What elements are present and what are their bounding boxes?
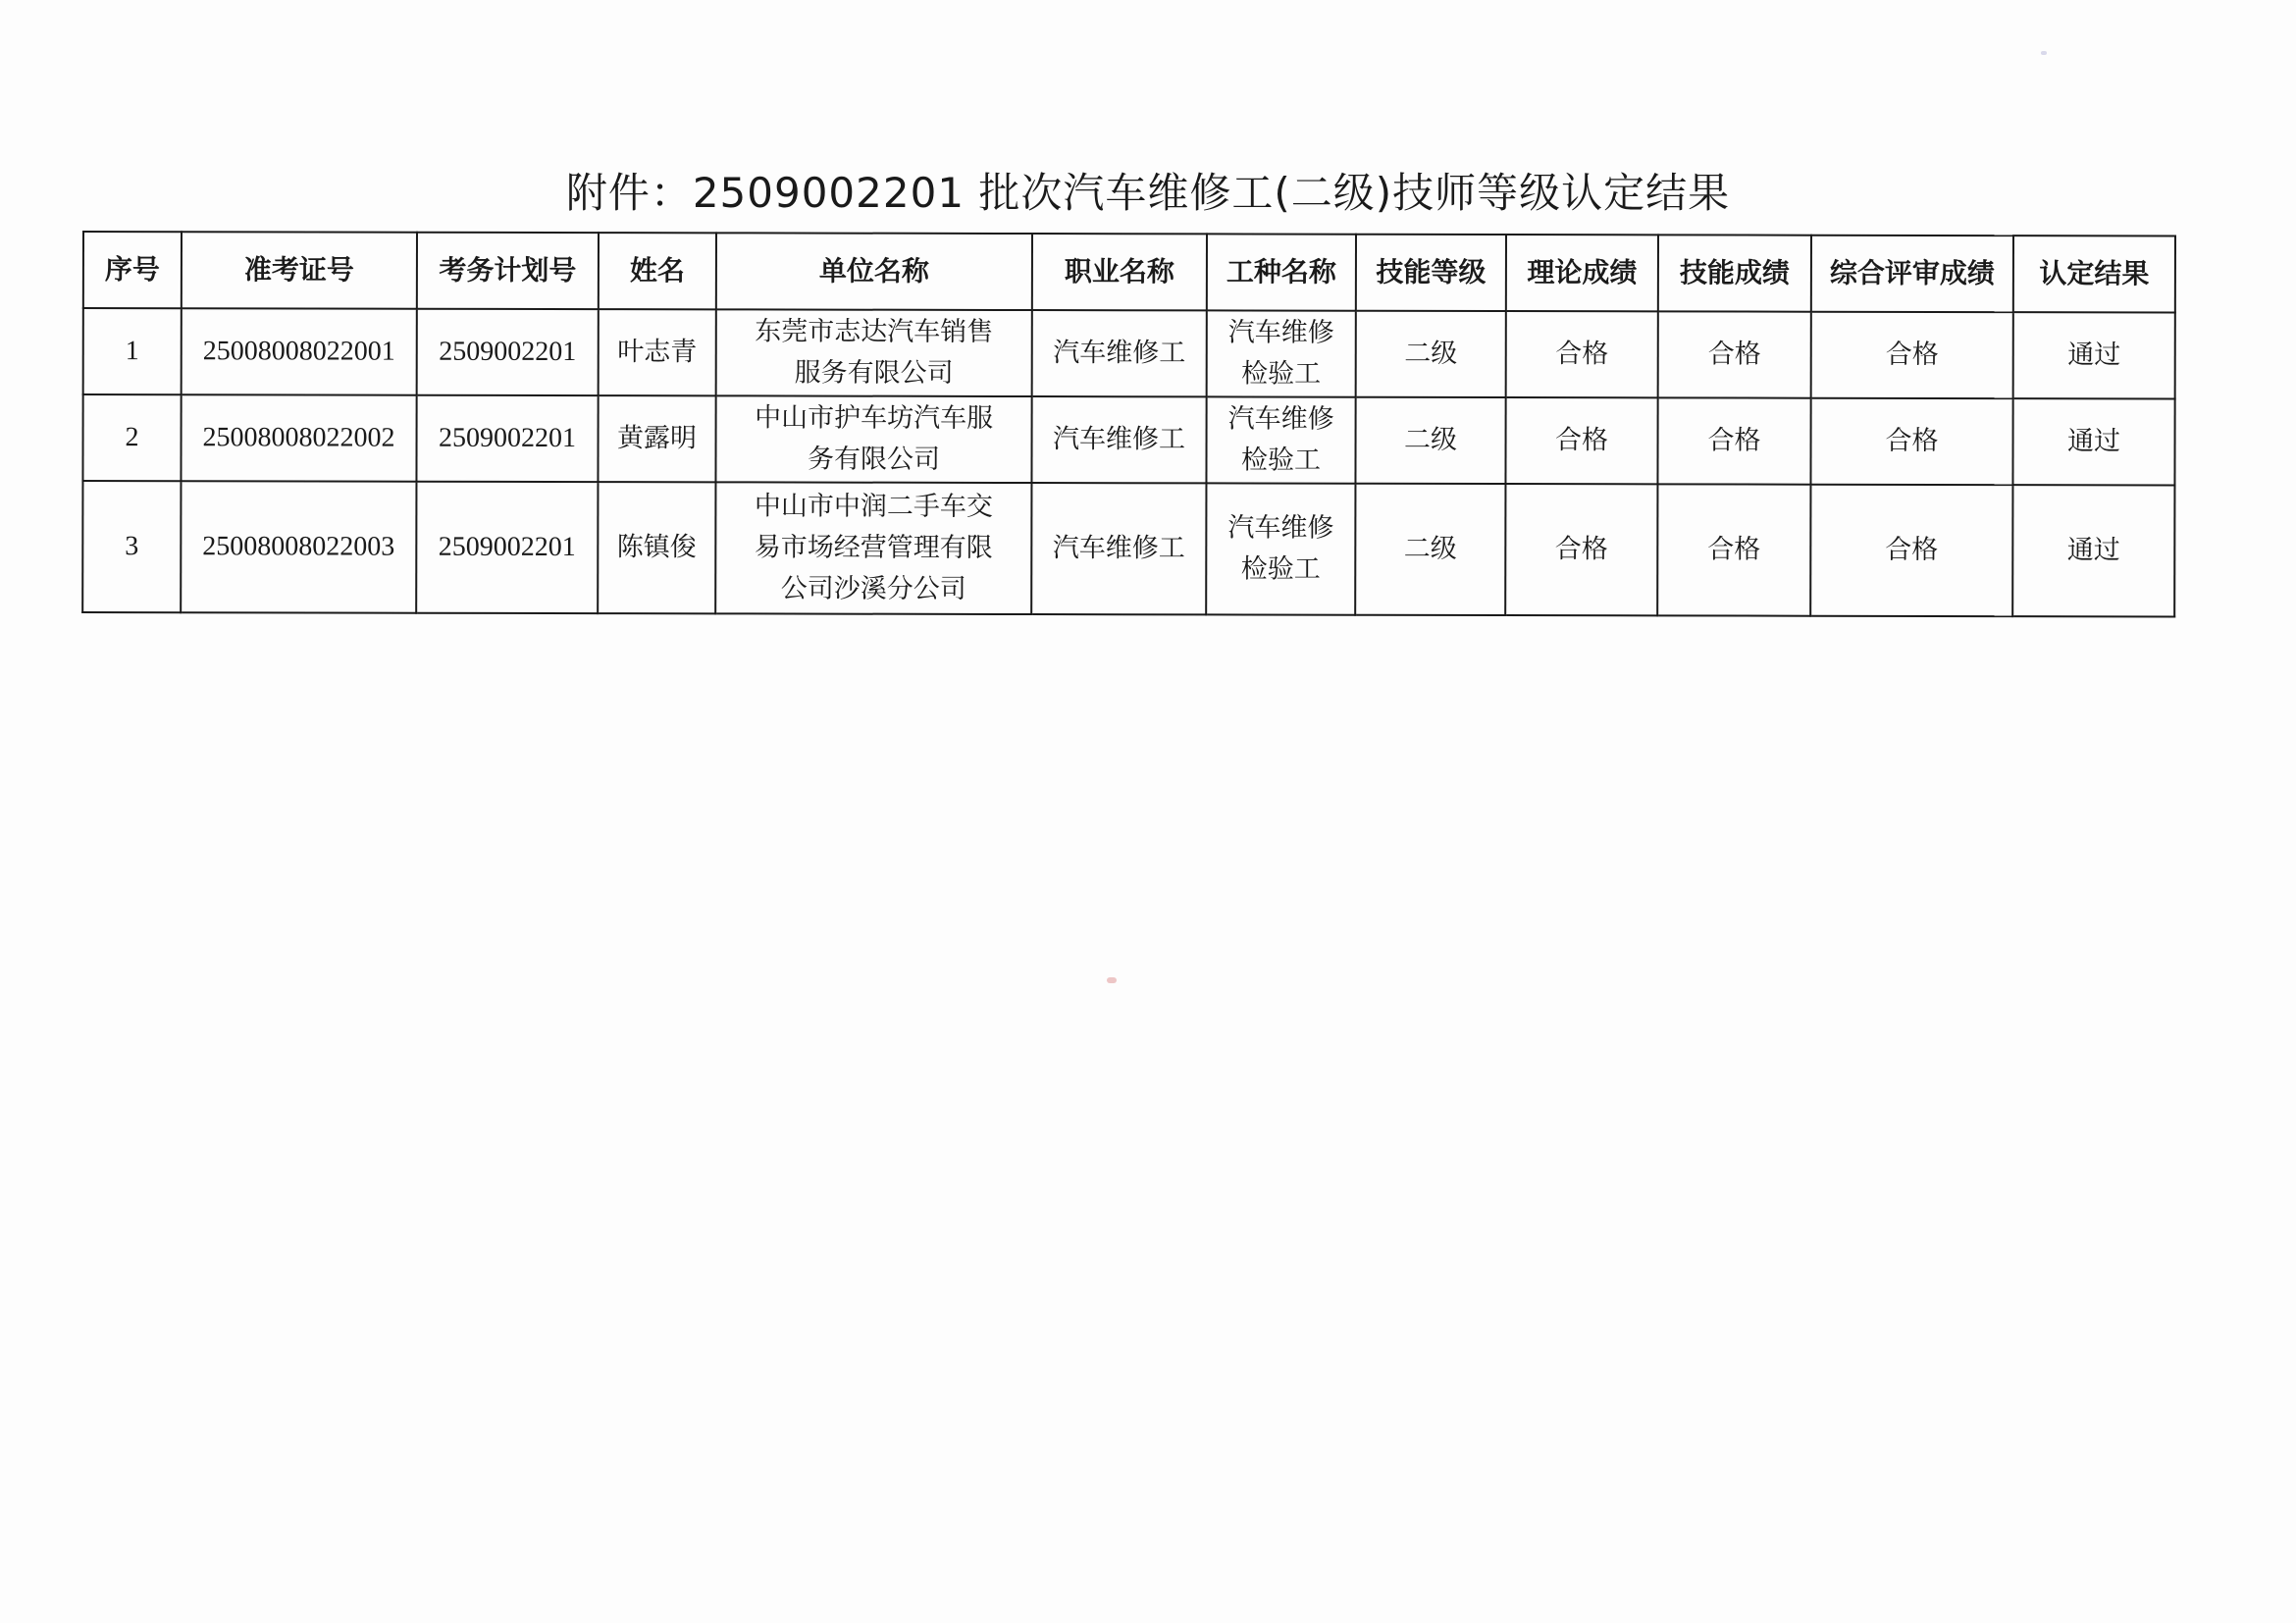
work-type-line: 汽车维修 <box>1227 403 1334 435</box>
cell-result: 通过 <box>2012 398 2174 485</box>
scan-speck <box>2041 51 2047 55</box>
header-seq: 序号 <box>83 232 182 308</box>
cell-unit <box>715 482 1031 614</box>
cell-plan-id: 2509002201 <box>416 395 598 482</box>
cell-exam-id: 25008008022003 <box>181 481 416 613</box>
cell-level: 二级 <box>1355 397 1505 484</box>
cell-seq: 2 <box>82 394 181 481</box>
header-work-type: 工种名称 <box>1207 234 1356 310</box>
cell-plan-id: 2509002201 <box>417 309 599 395</box>
cell-name: 叶志青 <box>599 309 716 395</box>
cell-work-type <box>1206 483 1355 614</box>
cell-name: 陈镇俊 <box>598 482 715 613</box>
cell-result: 通过 <box>2013 312 2175 398</box>
header-unit: 单位名称 <box>716 233 1032 310</box>
cell-exam-id: 25008008022002 <box>181 394 416 482</box>
cell-level: 二级 <box>1356 311 1506 397</box>
cell-unit <box>716 309 1032 396</box>
cell-occupation: 汽车维修工 <box>1032 310 1207 396</box>
unit-line: 公司沙溪分公司 <box>780 573 966 604</box>
cell-theory: 合格 <box>1505 484 1657 615</box>
header-occupation: 职业名称 <box>1032 234 1207 310</box>
cell-work-type <box>1207 310 1356 396</box>
cell-result: 通过 <box>2012 485 2174 616</box>
unit-line: 中山市护车坊汽车服 <box>755 402 994 435</box>
header-level: 技能等级 <box>1356 235 1506 311</box>
cell-level: 二级 <box>1355 484 1505 615</box>
unit-line: 东莞市志达汽车销售 <box>755 316 994 348</box>
cell-review: 合格 <box>1810 485 2012 616</box>
cell-theory: 合格 <box>1506 311 1658 397</box>
cell-skill: 合格 <box>1658 311 1811 397</box>
cell-occupation: 汽车维修工 <box>1031 396 1206 483</box>
cell-review: 合格 <box>1810 398 2012 485</box>
cell-seq: 3 <box>82 481 181 612</box>
header-review: 综合评审成绩 <box>1811 236 2013 312</box>
work-type-line: 检验工 <box>1240 553 1321 585</box>
certification-results-table <box>81 231 2176 617</box>
work-type-line: 汽车维修 <box>1227 512 1334 544</box>
header-name: 姓名 <box>599 233 716 309</box>
cell-exam-id: 25008008022001 <box>182 308 417 395</box>
work-type-line: 检验工 <box>1241 358 1322 390</box>
unit-line: 务有限公司 <box>807 444 941 475</box>
table-row <box>82 481 2174 616</box>
scan-speck <box>1107 977 1117 983</box>
document-title: 附件：2509002201 批次汽车维修工(二级)技师等级认定结果 <box>565 169 1731 217</box>
cell-skill: 合格 <box>1657 397 1810 484</box>
cell-review: 合格 <box>1811 312 2013 398</box>
unit-line: 中山市中润二手车交 <box>754 491 993 523</box>
header-exam-id: 准考证号 <box>182 232 417 309</box>
cell-theory: 合格 <box>1505 397 1657 484</box>
header-plan-id: 考务计划号 <box>417 233 599 309</box>
header-result: 认定结果 <box>2013 236 2175 312</box>
header-theory: 理论成绩 <box>1506 235 1658 311</box>
cell-unit <box>715 395 1031 483</box>
work-type-line: 检验工 <box>1240 445 1322 476</box>
unit-line: 服务有限公司 <box>794 357 954 389</box>
cell-seq: 1 <box>83 308 182 394</box>
cell-work-type <box>1206 396 1355 483</box>
cell-skill: 合格 <box>1657 484 1810 615</box>
header-skill: 技能成绩 <box>1658 235 1811 311</box>
table-header-row <box>83 232 2175 312</box>
cell-occupation: 汽车维修工 <box>1031 483 1206 614</box>
table-row <box>83 308 2175 398</box>
cell-name: 黄露明 <box>598 395 715 482</box>
table-row <box>82 394 2174 485</box>
unit-line: 易市场经营管理有限 <box>754 532 993 564</box>
work-type-line: 汽车维修 <box>1227 317 1334 348</box>
cell-plan-id: 2509002201 <box>416 482 598 613</box>
